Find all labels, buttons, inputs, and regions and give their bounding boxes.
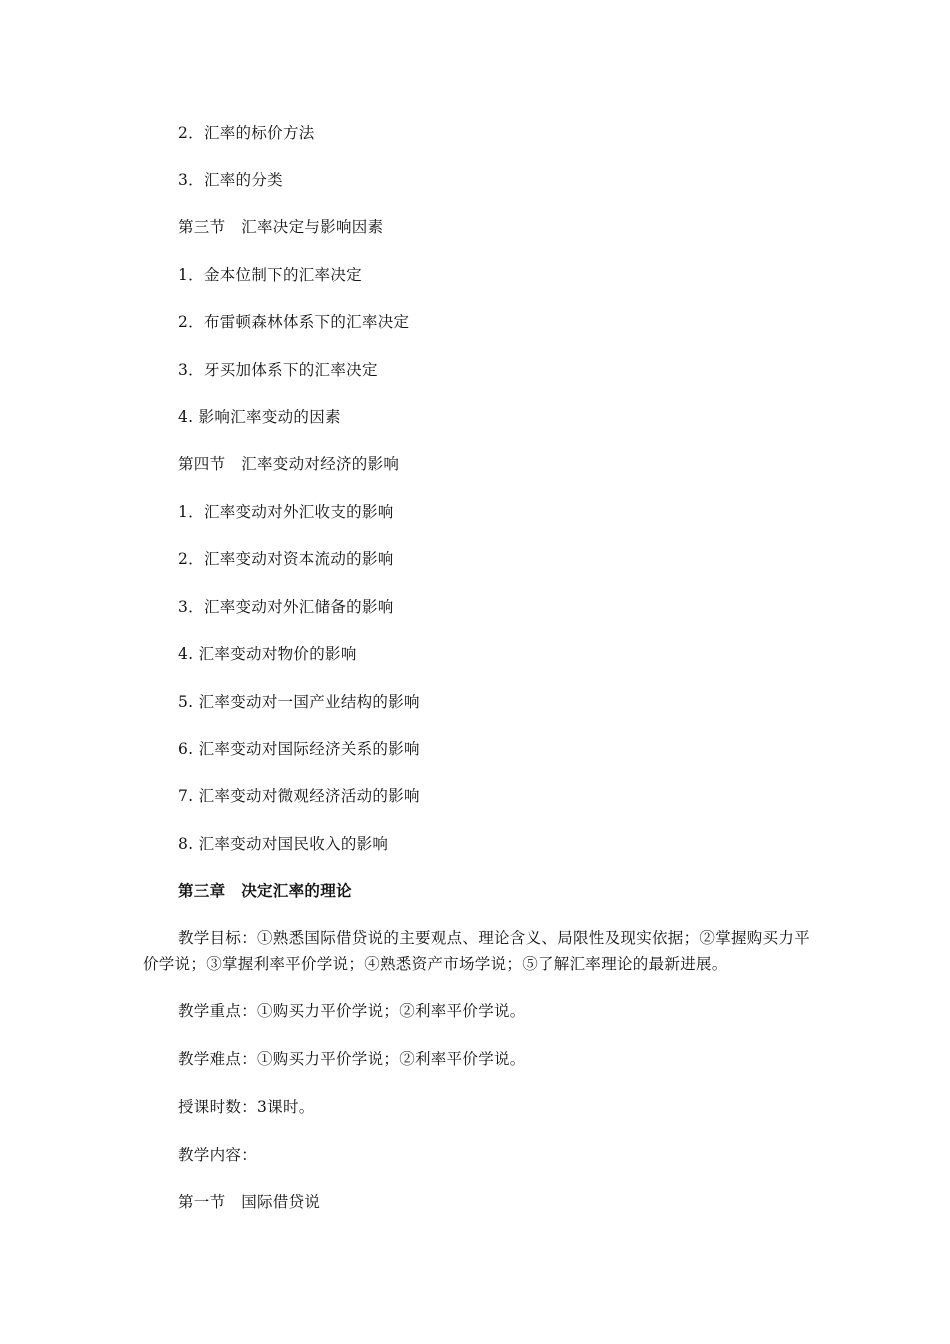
list-item: 5. 汇率变动对一国产业结构的影响 xyxy=(178,693,420,711)
list-item: 1．汇率变动对外汇收支的影响 xyxy=(178,503,394,521)
list-item: 2．汇率变动对资本流动的影响 xyxy=(178,550,394,568)
teaching-content-label: 教学内容： xyxy=(178,1146,258,1164)
list-item: 4. 汇率变动对物价的影响 xyxy=(178,645,357,663)
list-item: 3．汇率的分类 xyxy=(178,171,283,189)
teaching-objectives: 教学目标：①熟悉国际借贷说的主要观点、理论含义、局限性及现实依据；②掌握购买力平价学说；③掌握利率平价学说；④熟悉资产市场学说；⑤了解汇率理论的最新进展。 xyxy=(143,929,811,973)
list-item: 1．金本位制下的汇率决定 xyxy=(178,266,362,284)
section-heading: 第一节 国际借贷说 xyxy=(178,1193,321,1211)
list-item: 6. 汇率变动对国际经济关系的影响 xyxy=(178,740,420,758)
list-item: 3．牙买加体系下的汇率决定 xyxy=(178,361,378,379)
list-item: 4. 影响汇率变动的因素 xyxy=(178,408,341,426)
teaching-hours: 授课时数：3课时。 xyxy=(178,1098,315,1116)
chapter-title: 第三章 决定汇率的理论 xyxy=(178,881,352,900)
list-item: 2．汇率的标价方法 xyxy=(178,124,315,142)
teaching-difficulties: 教学难点：①购买力平价学说；②利率平价学说。 xyxy=(178,1050,526,1068)
teaching-key-points: 教学重点：①购买力平价学说；②利率平价学说。 xyxy=(178,1002,526,1020)
list-item: 2．布雷顿森林体系下的汇率决定 xyxy=(178,313,410,331)
list-item: 7. 汇率变动对微观经济活动的影响 xyxy=(178,787,420,805)
list-item: 8. 汇率变动对国民收入的影响 xyxy=(178,835,389,853)
section-heading: 第三节 汇率决定与影响因素 xyxy=(178,218,384,236)
list-item: 3．汇率变动对外汇储备的影响 xyxy=(178,598,394,616)
section-heading: 第四节 汇率变动对经济的影响 xyxy=(178,455,400,473)
